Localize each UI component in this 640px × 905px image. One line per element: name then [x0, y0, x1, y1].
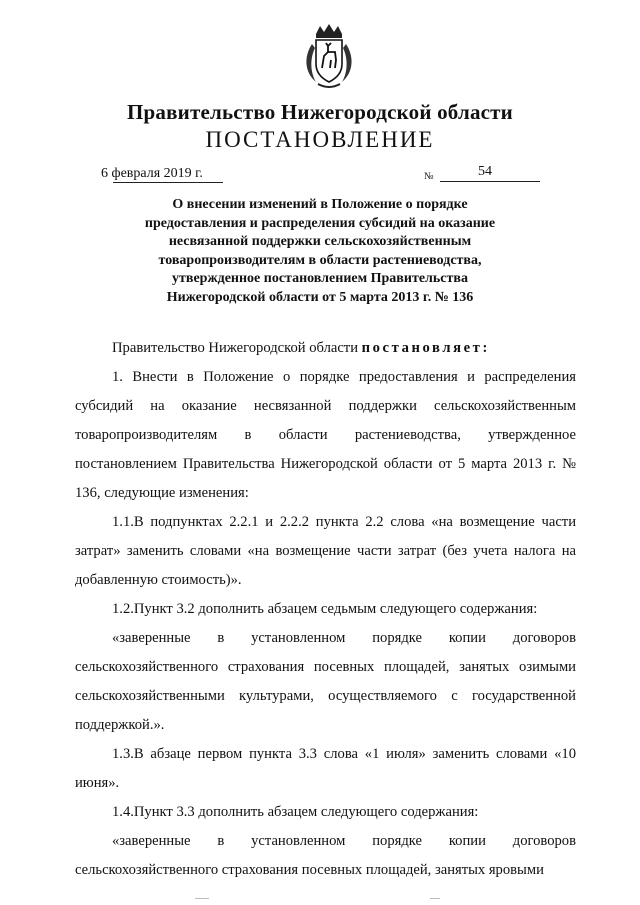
subject-line: О внесении изменений в Положение о порядке [172, 197, 468, 212]
subject-line: предоставления и распределения субсидий на оказание [144, 215, 496, 231]
document-body [75, 334, 576, 885]
document-type: ПОСТАНОВЛЕНИЕ [205, 127, 435, 152]
coat-of-arms-icon [302, 22, 356, 90]
number-sign: № [424, 171, 434, 182]
item-1-4-quote: «заверенные в установленном порядке копии договоров сельскохозяйственного страхования посевных площадей, занятых яровыми [75, 833, 576, 878]
preamble-text: Правительство Нижегородской области [112, 340, 358, 356]
number-underline [440, 181, 540, 182]
date-underline [113, 182, 223, 183]
subject-line: Нижегородской области от 5 марта 2013 г. № 136 [166, 289, 474, 305]
document-date: 6 февраля 2019 г. [101, 166, 203, 181]
item-1-2-quote: «заверенные в установленном порядке копии договоров сельскохозяйственного страхования посевных площадей, занятых озимыми сельскохозяйственными культурами, осуществляемого с государственной поддержкой.». [75, 630, 576, 733]
item-1-paragraph: 1. Внести в Положение о порядке предоставления и распределения субсидий на оказание несвязанной поддержки сельскохозяйственным товаропроизводителям в области растениеводства, утвержденное постановлением Правительства Нижегородской области от 5 марта 2013 г. № 136, следующие изменения: [75, 369, 576, 501]
scan-artifact [430, 898, 440, 899]
preamble-action: постановляет: [361, 340, 490, 356]
item-1-4-paragraph: 1.4.Пункт 3.3 дополнить абзацем следующего содержания: [112, 804, 479, 820]
scan-artifact [195, 898, 209, 899]
preamble-paragraph [75, 334, 576, 363]
subject-line: несвязанной поддержки сельскохозяйственным [168, 234, 472, 249]
document-subject [90, 196, 550, 307]
item-1-2-paragraph: 1.2.Пункт 3.2 дополнить абзацем седьмым следующего содержания: [112, 601, 538, 617]
item-1-3-paragraph: 1.3.В абзаце первом пункта 3.3 слова «1 июля» заменить словами «10 июня». [75, 746, 576, 791]
subject-line: утвержденное постановлением Правительства [172, 271, 468, 286]
organization-title: Правительство Нижегородской области [127, 100, 513, 124]
subject-line: товаропроизводителям в области растениеводства, [158, 252, 482, 268]
document-number: 54 [478, 164, 492, 179]
item-1-1-paragraph: 1.1.В подпунктах 2.2.1 и 2.2.2 пункта 2.2 слова «на возмещение части затрат» заменить словами «на возмещение части затрат (без учета налога на добавленную стоимость)». [75, 514, 576, 588]
